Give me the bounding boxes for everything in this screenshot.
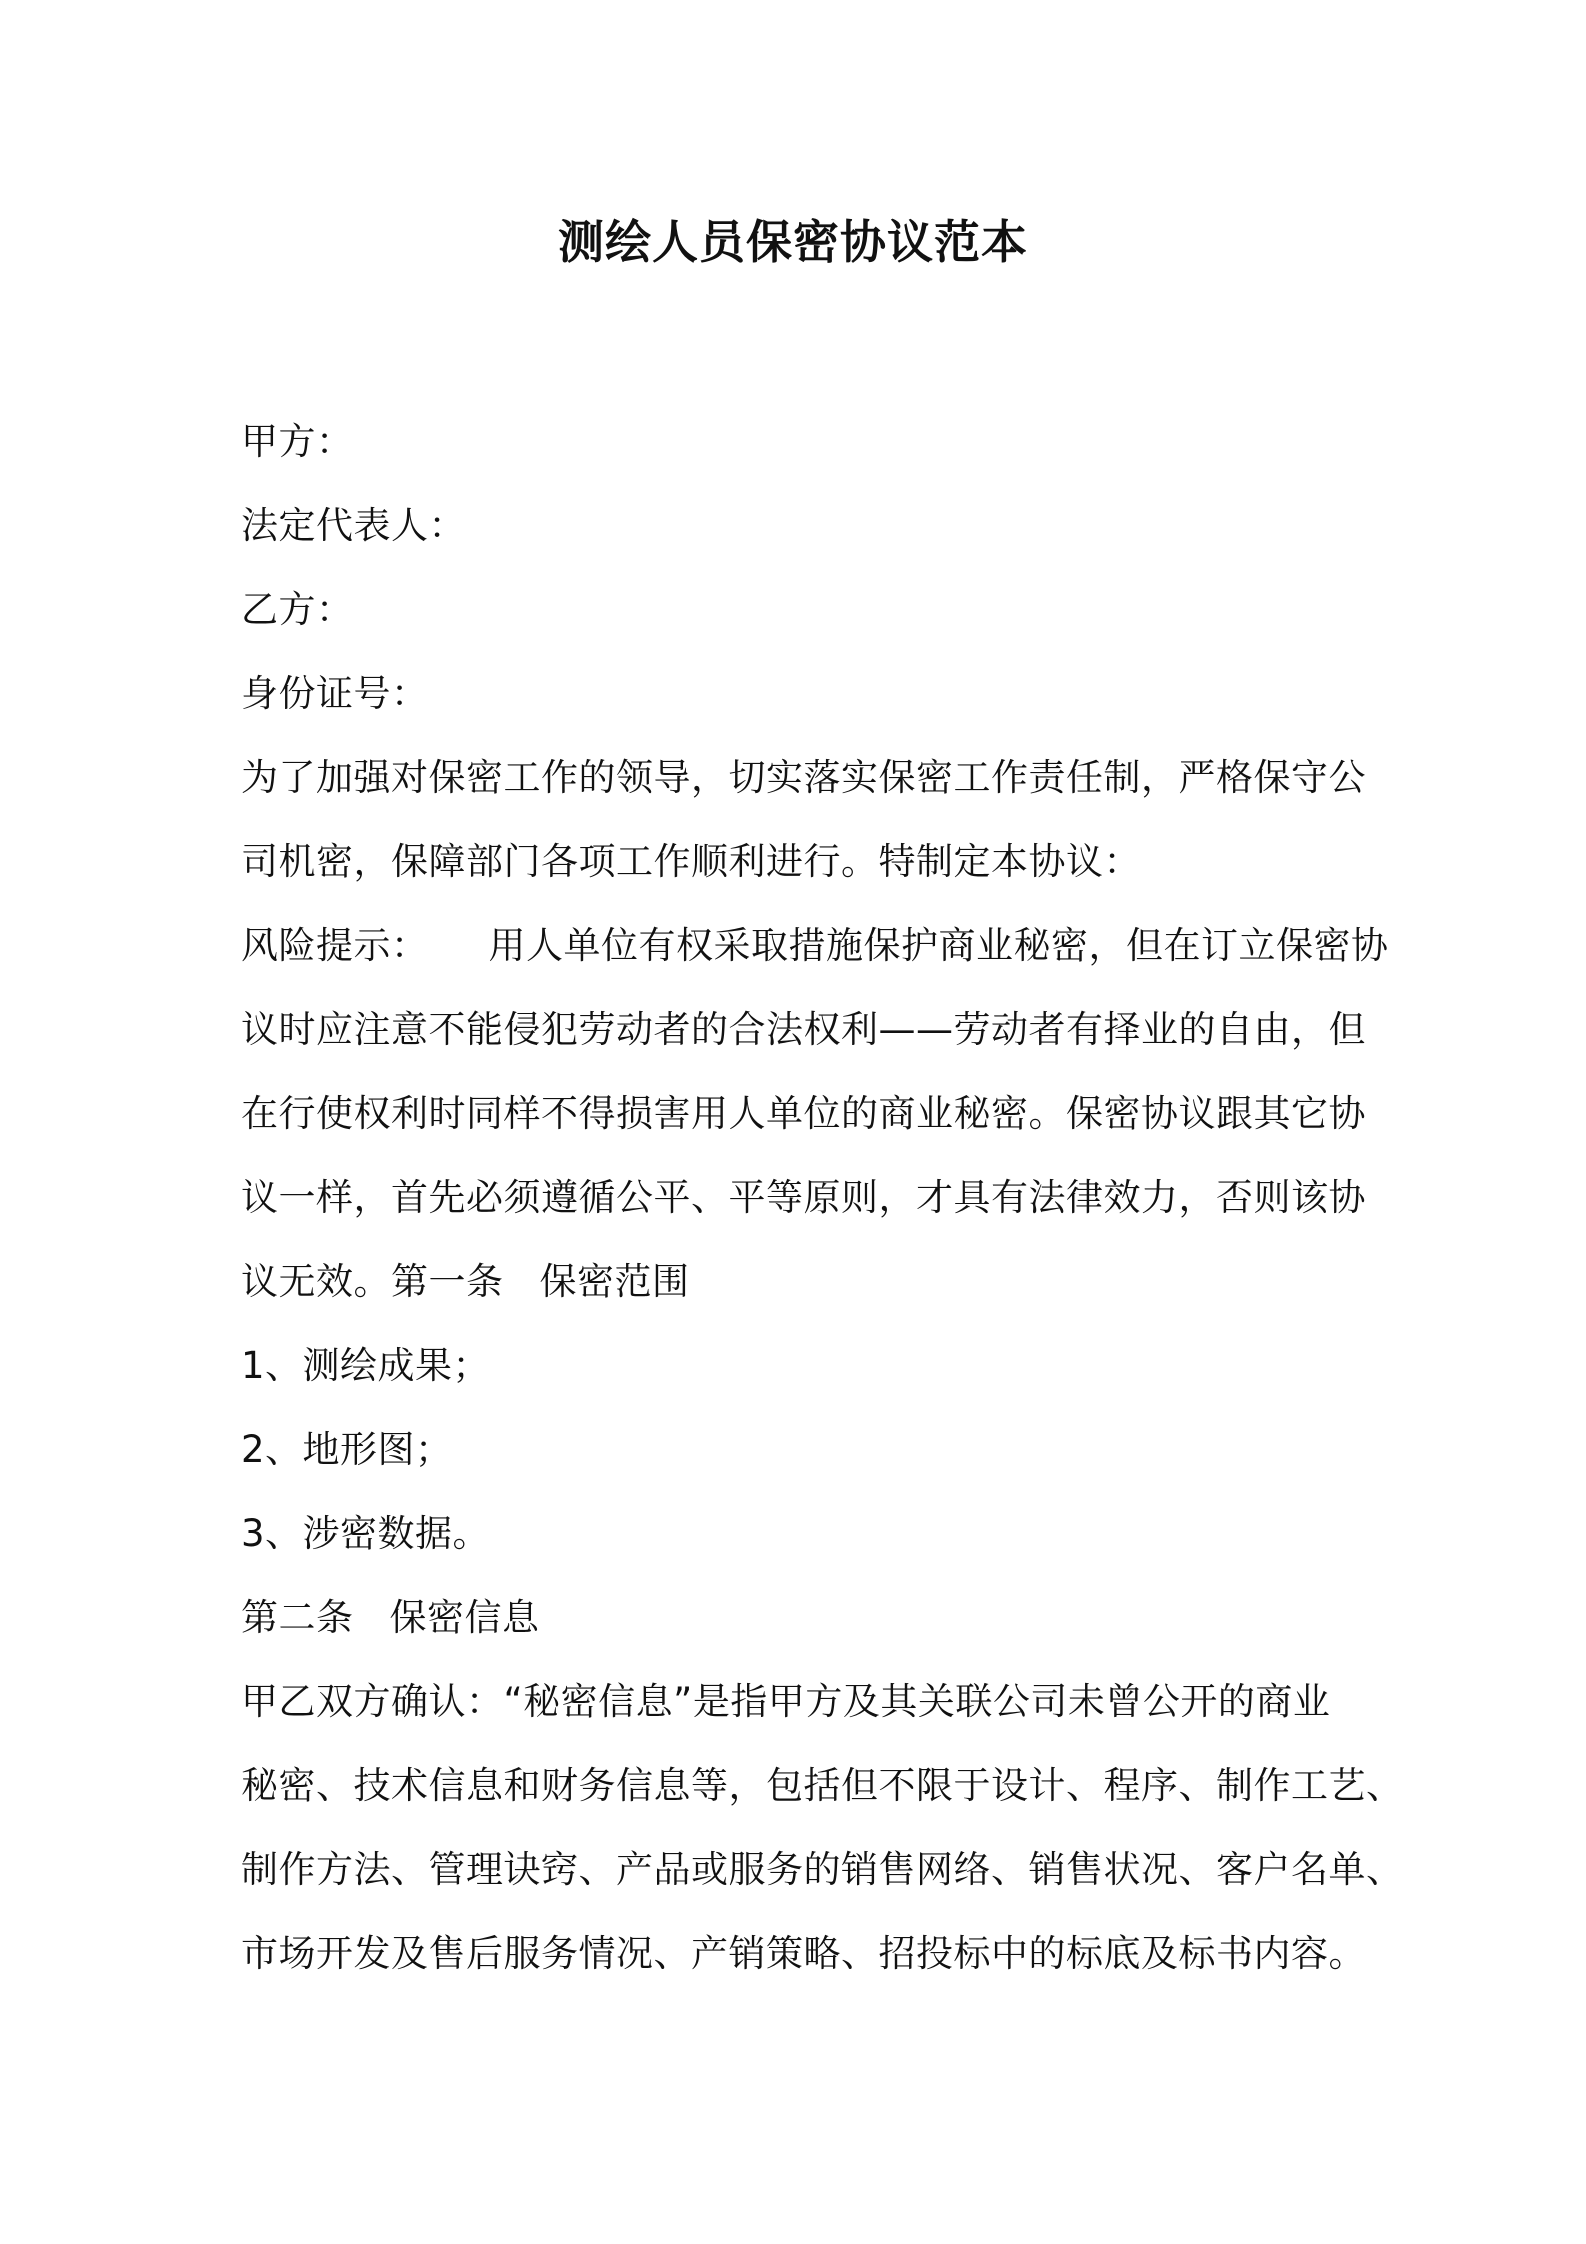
secret-info-line-2: 秘密、技术信息和财务信息等，包括但不限于设计、程序、制作工艺、 xyxy=(241,1764,1404,1807)
risk-line-5 xyxy=(241,1240,1361,1324)
risk-text-1: 用人单位有权采取措施保护商业秘密，但在订立保密协 xyxy=(488,924,1389,967)
risk-line-1 xyxy=(241,904,1389,988)
scope-item-1: 1、测绘成果； xyxy=(241,1344,491,1387)
risk-line-3: 在行使权利时同样不得损害用人单位的商业秘密。保密协议跟其它协 xyxy=(241,1092,1366,1135)
party-b-label: 乙方： xyxy=(241,588,354,631)
scope-item-2: 2、地形图； xyxy=(241,1428,453,1471)
article-2-heading-line xyxy=(241,1576,1361,1660)
secret-info-line-1: 甲乙双方确认：“秘密信息”是指甲方及其关联公司未曾公开的商业 xyxy=(241,1680,1331,1723)
page-title: 测绘人员保密协议范本 xyxy=(558,215,1028,269)
document-body xyxy=(241,400,1404,1996)
intro-line-1: 为了加强对保密工作的领导，切实落实保密工作责任制，严格保守公 xyxy=(241,756,1366,799)
article-1-heading: 保密范围 xyxy=(539,1260,690,1303)
risk-line-4: 议一样，首先必须遵循公平、平等原则，才具有法律效力，否则该协 xyxy=(241,1176,1366,1219)
party-a-label: 甲方： xyxy=(241,420,354,463)
risk-label: 风险提示： xyxy=(241,924,429,967)
id-number-label: 身份证号： xyxy=(241,672,429,715)
article-2-heading: 保密信息 xyxy=(389,1596,540,1639)
article-1-label: 议无效。第一条 xyxy=(241,1260,504,1303)
risk-line-2: 议时应注意不能侵犯劳动者的合法权利——劳动者有择业的自由，但 xyxy=(241,1008,1366,1051)
article-2-label: 第二条 xyxy=(241,1596,354,1639)
intro-line-2: 司机密，保障部门各项工作顺利进行。特制定本协议： xyxy=(241,840,1141,883)
secret-info-line-3: 制作方法、管理诀窍、产品或服务的销售网络、销售状况、客户名单、 xyxy=(241,1848,1404,1891)
legal-rep-label: 法定代表人： xyxy=(241,504,466,547)
secret-info-line-4: 市场开发及售后服务情况、产销策略、招投标中的标底及标书内容。 xyxy=(241,1932,1366,1975)
scope-item-3: 3、涉密数据。 xyxy=(241,1512,491,1555)
